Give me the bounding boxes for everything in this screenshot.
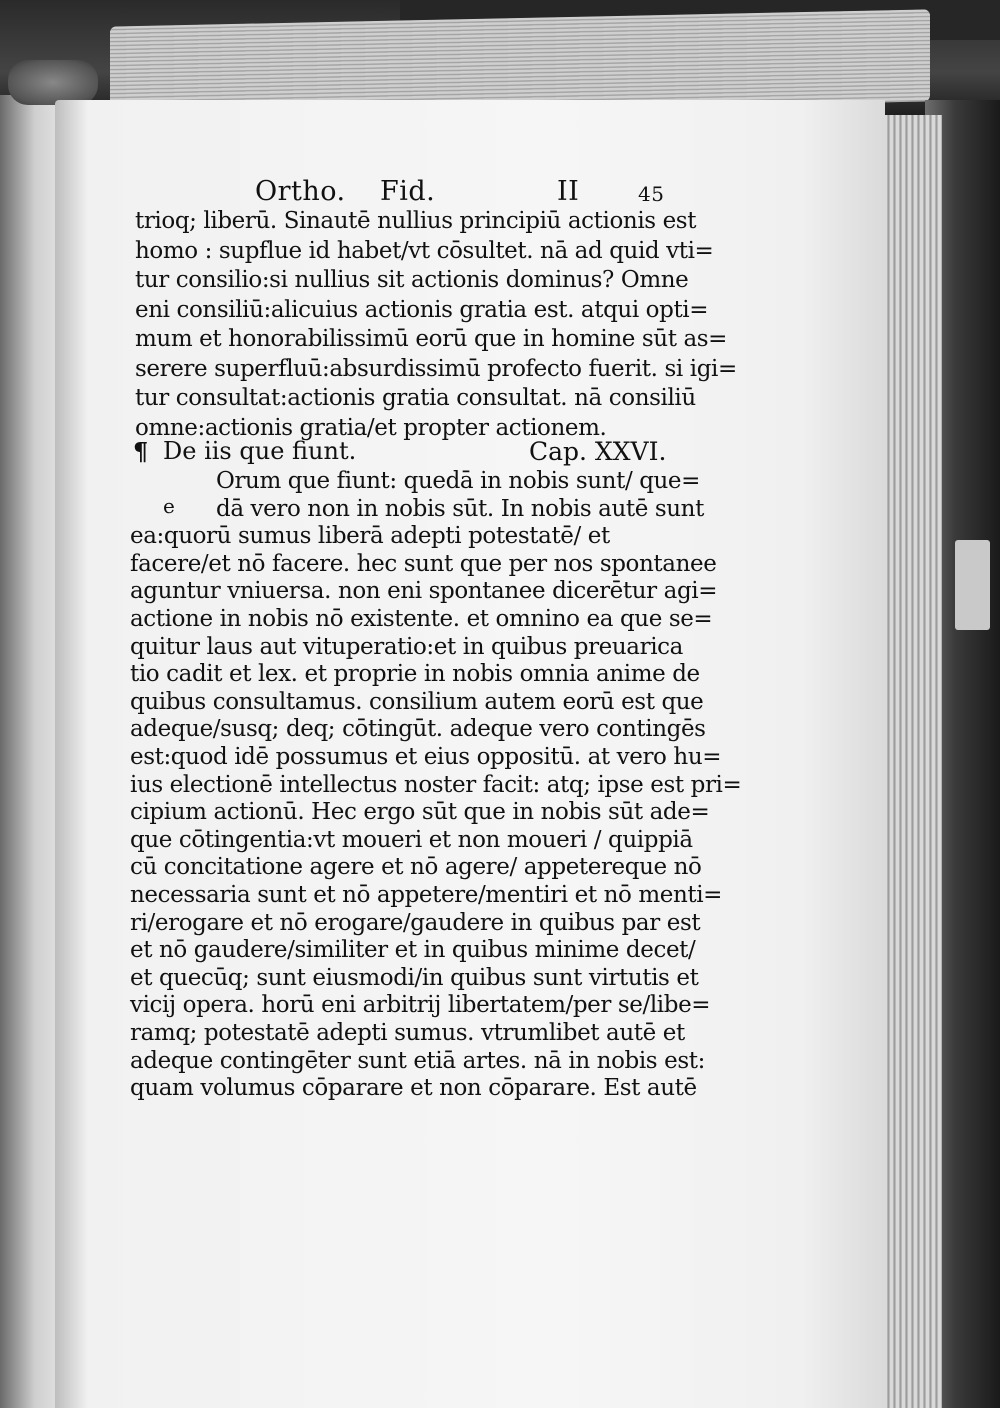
text-line: Orum que fiunt: quedā in nobis sunt/ que= <box>216 468 701 494</box>
text-line: ea:quorū sumus liberā adepti potestatē/ et <box>130 523 610 550</box>
marginal-letter: e <box>163 494 175 518</box>
text-line: dā vero non in nobis sūt. In nobis autē sunt <box>216 495 704 522</box>
folio-number: 45 <box>638 182 665 206</box>
text-line: omne:actionis gratia/et propter actionem. <box>135 414 607 441</box>
text-line: serere superfluū:absurdissimū profecto fuerit. si igi= <box>135 355 737 382</box>
running-head-part: II <box>557 176 580 207</box>
text-line: facere/et nō facere. hec sunt que per nos spontanee <box>130 550 717 577</box>
text-line: cipium actionū. Hec ergo sūt que in nobis sūt ade= <box>130 799 710 826</box>
text-line: vicij opera. horū eni arbitrij libertatem/per se/libe= <box>130 992 711 1019</box>
text-line: homo : supflue id habet/vt cōsultet. nā ad quid vti= <box>135 237 714 264</box>
text-line: ri/erogare et nō erogare/gaudere in quibus par est <box>130 909 701 936</box>
text-line: quitur laus aut vituperatio:et in quibus preuarica <box>130 633 683 660</box>
chapter-number: Cap. XXVI. <box>529 437 667 466</box>
text-line: adeque contingēter sunt etiā artes. nā in nobis est: <box>130 1047 705 1074</box>
text-line: tur consultat:actionis gratia consultat. nā consiliū <box>135 385 696 411</box>
text-line: cū concitatione agere et nō agere/ appetereque nō <box>130 854 702 881</box>
running-head-title: Fid. <box>380 176 436 207</box>
text-line: tur consilio:si nullius sit actionis dominus? Omne <box>135 267 689 293</box>
text-line: est:quod idē possumus et eius oppositū. at vero hu= <box>130 744 722 770</box>
pilcrow-icon: ¶ <box>133 437 149 466</box>
text-line: et quecūq; sunt eiusmodi/in quibus sunt virtutis et <box>130 964 699 991</box>
text-line: ius electionē intellectus noster facit: atq; ipse est pri= <box>130 771 742 798</box>
text-line: tio cadit et lex. et proprie in nobis omnia anime de <box>130 661 700 688</box>
binding-clasp <box>8 60 98 105</box>
text-line: necessaria sunt et nō appetere/mentiri et nō menti= <box>130 882 723 908</box>
text-line: aguntur vniuersa. non eni spontanee dicerētur agi= <box>130 578 718 605</box>
text-line: mum et honorabilissimū eorū que in homine sūt as= <box>135 326 728 352</box>
chapter-heading <box>133 437 683 469</box>
text-line: quam volumus cōparare et non cōparare. Est autē <box>130 1075 697 1102</box>
page-tab-marker <box>955 540 990 630</box>
chapter-title: De iis que fiunt. <box>163 437 357 465</box>
text-line: trioq; liberū. Sinautē nullius principiū actionis est <box>135 208 697 234</box>
text-line: adeque/susq; deq; cōtingūt. adeque vero contingēs <box>130 716 706 743</box>
text-line: eni consiliū:alicuius actionis gratia est. atqui opti= <box>135 296 709 323</box>
text-line: ramq; potestatē adepti sumus. vtrumlibet autē et <box>130 1020 685 1046</box>
text-line: et nō gaudere/similiter et in quibus minime decet/ <box>130 937 696 964</box>
text-line: que cōtingentia:vt moueri et non moueri / quippiā <box>130 826 693 853</box>
text-line: quibus consultamus. consilium autem eorū est que <box>130 688 704 715</box>
text-line: actione in nobis nō existente. et omnino ea que se= <box>130 606 713 632</box>
running-head-book: Ortho. <box>255 176 346 207</box>
